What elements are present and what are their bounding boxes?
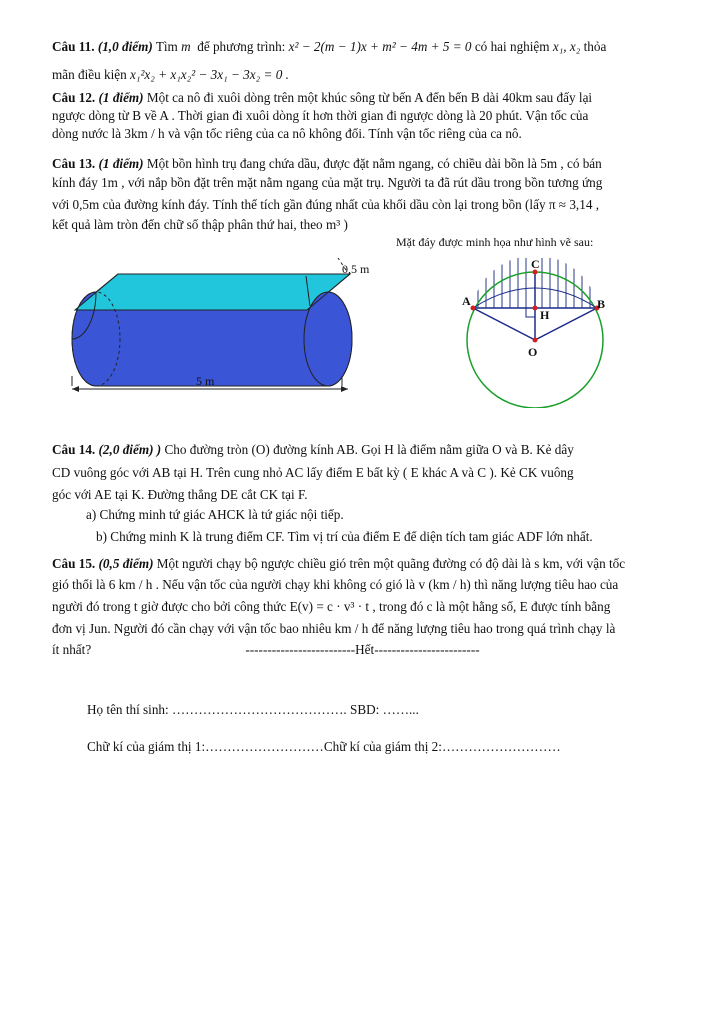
q11-line1 [52,38,606,55]
q11-text3: có hai nghiệm [474,39,550,54]
q11-text1: Tìm [155,39,178,54]
pt-c-label: C [531,257,540,271]
fig-label-05: 0,5 m [342,262,370,276]
q11-condition: x₁²x₂ + x₁x₂² − 3x₁ − 3x₂ = 0 . [130,67,289,82]
q13-line2: kính đáy 1m , với nắp bồn đặt trên mặt nằm ngang của mặt trụ. Người ta đã rút dầu trong bồn tương ứng [52,175,603,190]
q13-caption: Mặt đáy được minh họa như hình vẽ sau: [396,235,594,249]
q12-line2: ngược dòng từ B về A . Thời gian đi xuôi dòng ít hơn thời gian đi ngược dòng là 20 phút. Vận tốc của [52,108,589,123]
q13-text1: Một bồn hình trụ đang chứa dầu, được đặt nằm ngang, có chiều dài bồn là 5m , có bán [146,156,602,171]
q14-text1: Cho đường tròn (O) đường kính AB. Gọi H là điểm nằm giữa O và B. Kẻ dây [164,442,574,457]
q12-line1 [52,89,592,106]
q11-text2: để phương trình: [197,39,286,54]
q15-label: Câu 15. [52,556,96,571]
pt-a-label: A [462,294,471,308]
q11-points: (1,0 điểm) [97,39,153,54]
q11-text4: thỏa [583,39,607,54]
q14-points: (2,0 điểm) ) [98,442,162,457]
q11-line2-text: mãn điều kiện [52,67,127,82]
q15-line3: người đó trong t giờ được cho bởi công thức E(v) = c · v³ · t , trong đó c là một hằng số, E được tính bằng [52,599,611,614]
pt-h-label: H [540,308,550,322]
q13-line3: với 0,5m của đường kính đáy. Tính thể tích gần đúng nhất của khối dầu còn lại trong bồn (lấy π ≈ 3,14 , [52,197,600,212]
q15-line5: ít nhất? [52,642,92,657]
pt-o-label: O [528,345,538,359]
q14-part-b: b) Chứng minh K là trung điểm CF. Tìm vị trí của điểm E để diện tích tam giác ADF lớn nhất. [96,529,593,544]
q15-points: (0,5 điểm) [98,556,154,571]
q14-label: Câu 14. [52,442,96,457]
q13-line4: kết quả làm tròn đến chữ số thập phân thứ hai, theo m³ ) [52,217,348,232]
pt-b-label: B [597,297,606,311]
q12-text1: Một ca nô đi xuôi dòng trên một khúc sông từ bến A đến bến B dài 40km sau đấy lại [146,90,593,105]
q12-label: Câu 12. [52,90,96,105]
q13-points: (1 điểm) [98,156,144,171]
q15-line2: gió thổi là 6 km / h . Nếu vận tốc của người chạy khi không có gió là v (km / h) thì năng lượng tiêu hao của [52,577,619,592]
q11-label: Câu 11. [52,39,95,54]
q11-var-m: m [181,39,191,54]
supervisor-signature-line: Chữ kí của giám thị 1:………………………Chữ kí của giám thị 2:……………………… [87,739,561,754]
q11-roots: x₁, x₂ [552,39,581,54]
cylinder-figure [60,252,380,392]
q14-part-a: a) Chứng minh tứ giác AHCK là tứ giác nội tiếp. [86,507,344,522]
candidate-info-line: Họ tên thí sinh: …………………………………. SBD: ……... [87,702,419,717]
q14-line1 [52,441,574,458]
q12-points: (1 điểm) [98,90,144,105]
q15-line4: đơn vị Jun. Người đó cần chạy với vận tốc bao nhiêu km / h để năng lượng tiêu hao trong quá trình chạy là [52,621,616,636]
q11-line2 [52,66,289,83]
fig-label-5: 5 m [196,374,215,388]
q13-label: Câu 13. [52,156,96,171]
q14-line2: CD vuông góc với AB tại H. Trên cung nhỏ AC lấy điểm E bất kỳ ( E khác A và C ). Kẻ CK vuông [52,465,574,480]
q15-text1: Một người chạy bộ ngược chiều gió trên một quãng đường có độ dài là s km, với vận tốc [156,556,626,571]
q12-line3: dòng nước là 3km / h và vận tốc riêng của ca nô không đổi. Tính vận tốc riêng của ca nô. [52,126,522,141]
q14-line3: góc với AE tại K. Đường thẳng DE cắt CK tại F. [52,487,308,502]
end-marker: -------------------------Hết------------------------ [245,642,480,657]
circle-figure [460,258,610,408]
q15-line1 [52,555,625,572]
q13-line1 [52,155,602,172]
q11-equation: x² − 2(m − 1)x + m² − 4m + 5 = 0 [288,39,472,54]
